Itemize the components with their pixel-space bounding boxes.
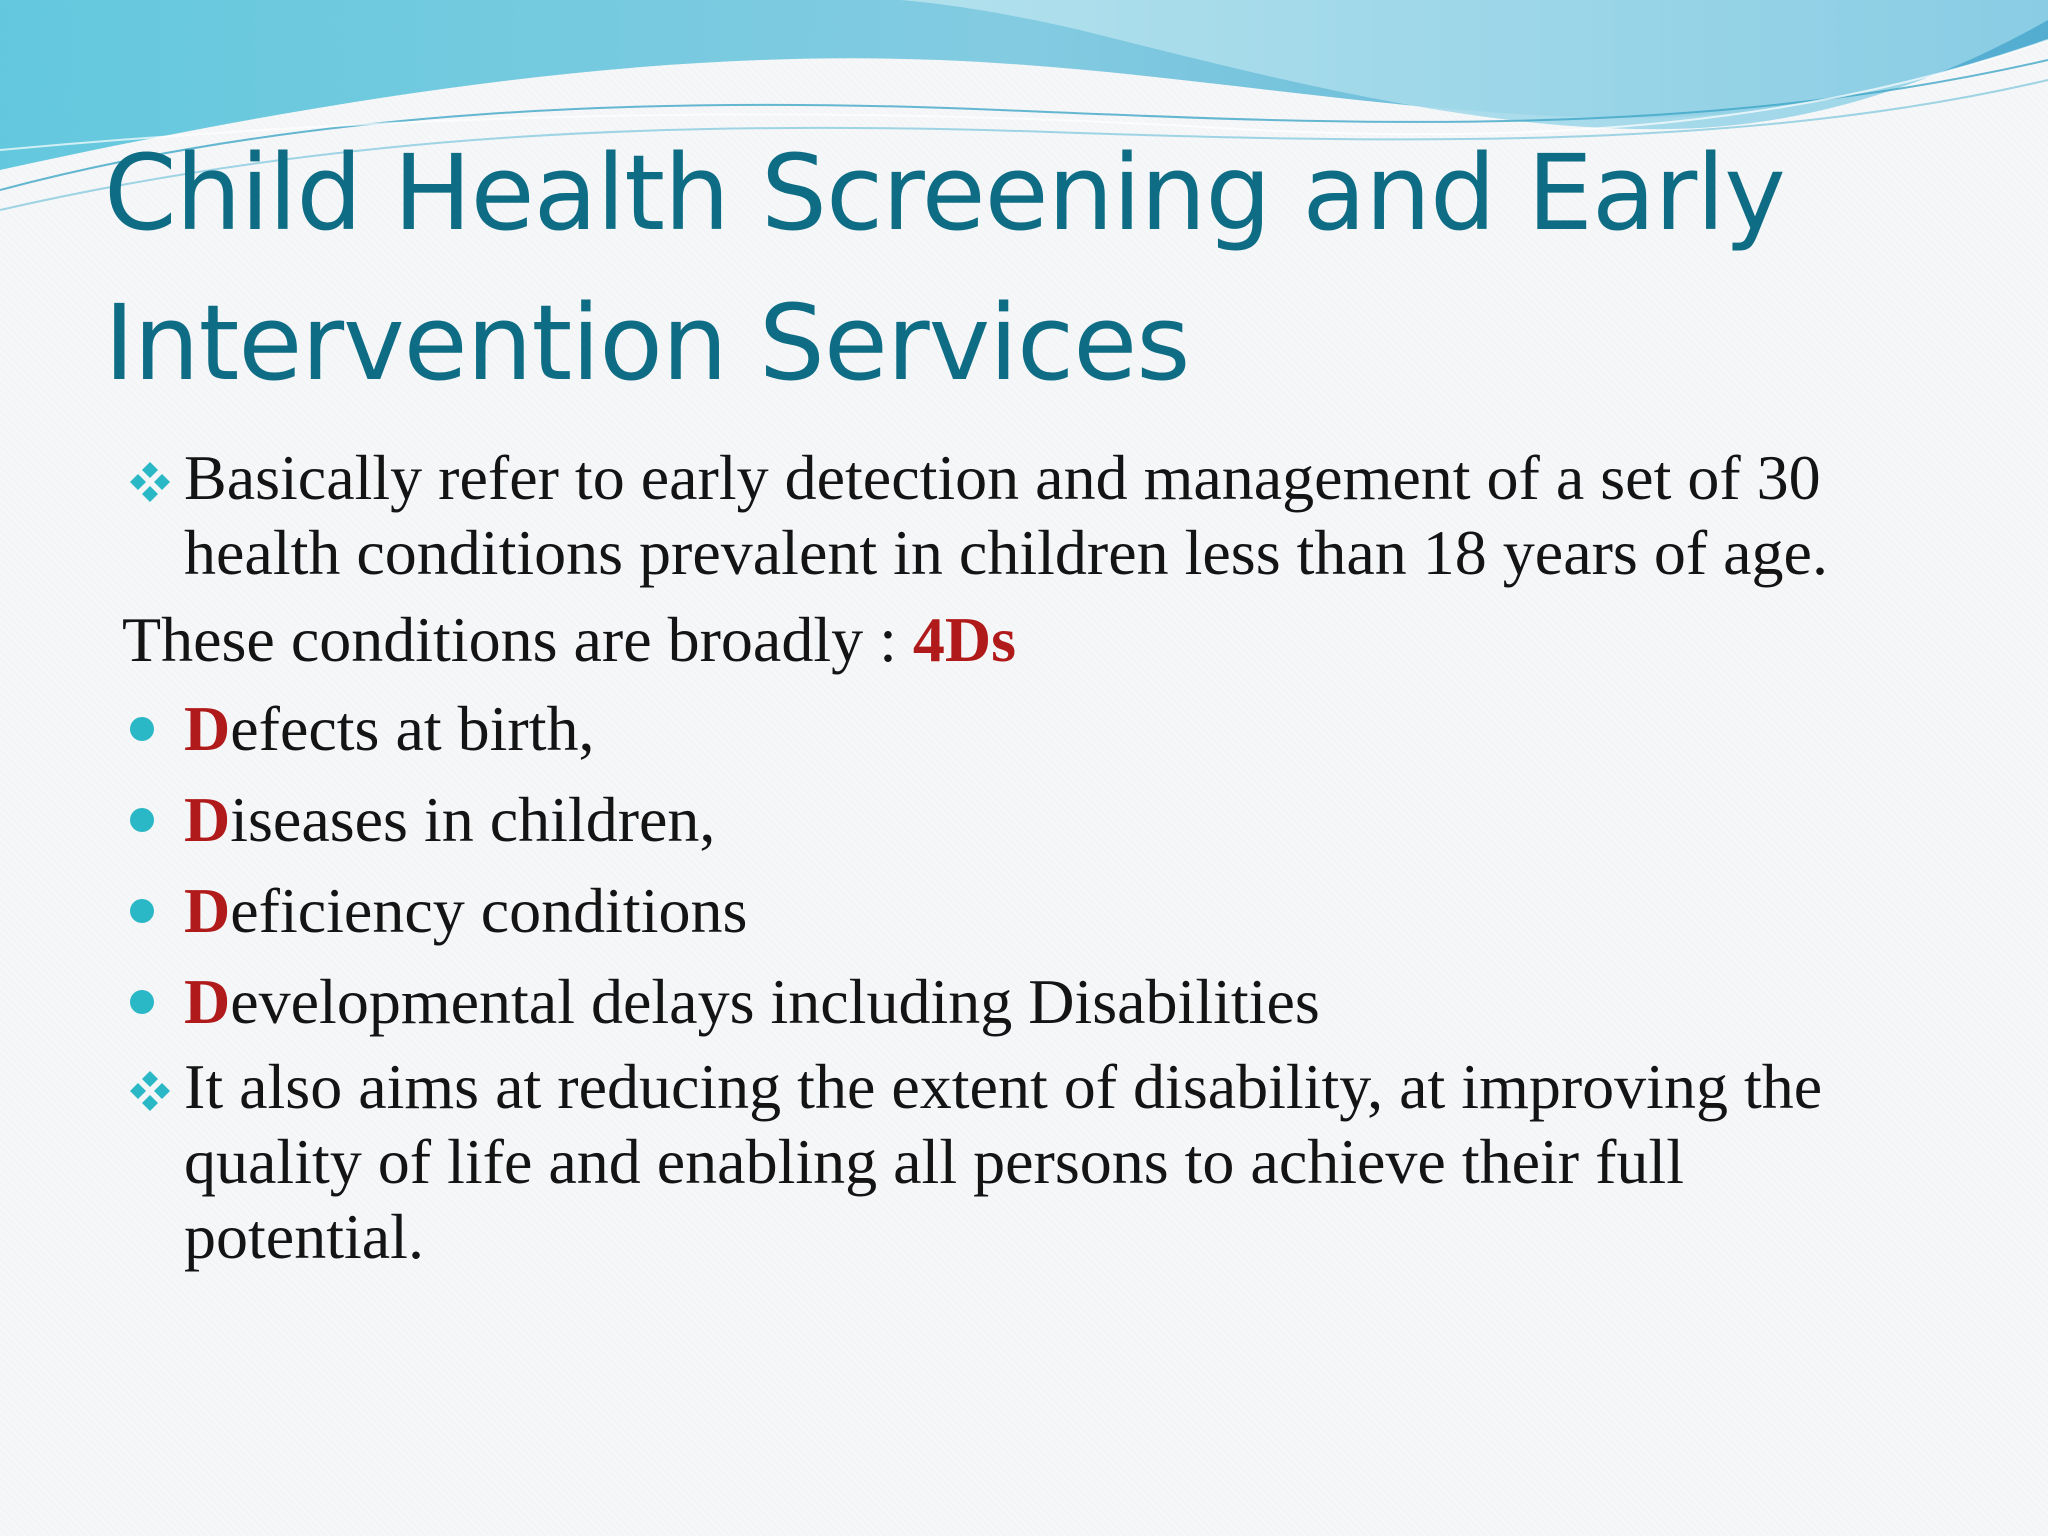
d-item-developmental [122,956,1922,1047]
slide-title [104,118,1964,418]
slide-body [122,440,1922,1274]
four-ds-list [122,683,1922,1047]
conditions-highlight-4ds: 4Ds [912,604,1016,675]
round-dot-bullet-icon [130,899,154,923]
d-item-text: efects at birth, [230,693,595,764]
d-item-initial: D [184,966,231,1037]
d-item-initial: D [184,693,231,764]
slide-title-line-1: Child Health Screening and Early [104,132,1785,254]
conditions-intro [122,602,1922,677]
slide-title-line-2: Intervention Services [104,282,1190,404]
d-item-diseases [122,774,1922,865]
d-item-defects [122,683,1922,774]
d-item-initial: D [184,875,231,946]
d-item-text: evelopmental delays including Disabilities [230,966,1320,1037]
bullet-item-aims [122,1049,1922,1274]
d-item-initial: D [184,784,231,855]
d-item-deficiency [122,865,1922,956]
round-dot-bullet-icon [130,717,154,741]
round-dot-bullet-icon [130,990,154,1014]
bullet-item-overview [122,440,1922,590]
four-diamond-bullet-icon [128,460,172,504]
d-item-text: eficiency conditions [230,875,748,946]
round-dot-bullet-icon [130,808,154,832]
d-item-text: iseases in children, [230,784,716,855]
four-diamond-bullet-icon [128,1069,172,1113]
bullet-overview-text: Basically refer to early detection and management of a set of 30 health conditions prevalent in children less than 18 years of age. [184,442,1828,588]
conditions-intro-text: These conditions are broadly : [122,604,913,675]
bullet-aims-text: It also aims at reducing the extent of disability, at improving the quality of life and enabling all persons to achieve their full potential. [184,1051,1823,1272]
